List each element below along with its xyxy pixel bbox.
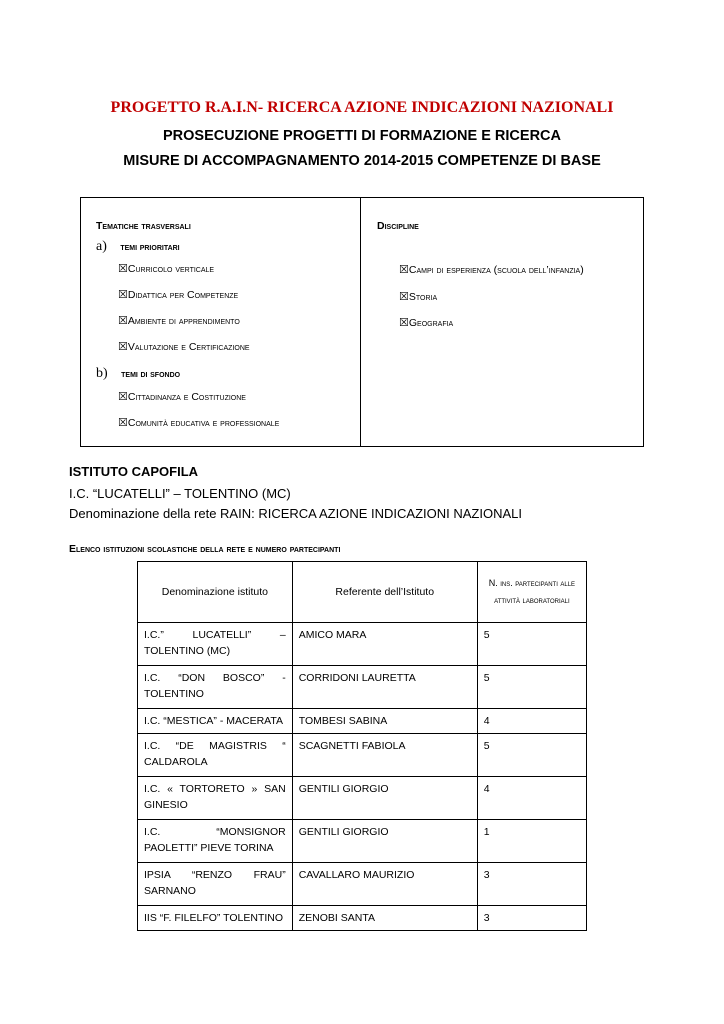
table-row [138, 623, 587, 666]
cell-institute: I.C. “DON BOSCO” - TOLENTINO [138, 666, 293, 709]
page-title: PROGETTO R.A.I.N- RICERCA AZIONE INDICAZIONI NAZIONALI [110, 99, 614, 116]
theme-item-comunita: ☒Comunità educativa e professionale [118, 417, 280, 429]
cell-institute: I.C. « TORTORETO » SAN GINESIO [138, 777, 293, 820]
subtitle-1: PROSECUZIONE PROGETTI DI FORMAZIONE E RICERCA [163, 128, 561, 144]
table-row [138, 734, 587, 777]
subtitle-2: MISURE DI ACCOMPAGNAMENTO 2014-2015 COMPETENZE DI BASE [123, 153, 601, 169]
table-header-row [138, 562, 587, 623]
table-row [138, 777, 587, 820]
checked-box-icon: ☒ [399, 317, 409, 329]
cell-referent: SCAGNETTI FABIOLA [292, 734, 477, 777]
cell-participants: 3 [477, 906, 586, 931]
table-row [138, 709, 587, 734]
cell-institute: I.C. “MONSIGNOR PAOLETTI” PIEVE TORINA [138, 820, 293, 863]
theme-item-cittadinanza: ☒Cittadinanza e Costituzione [118, 391, 246, 403]
checked-box-icon: ☒ [118, 289, 128, 301]
checked-box-icon: ☒ [118, 417, 128, 429]
group-b-letter: b) [96, 366, 108, 381]
theme-item-curricolo: ☒Curricolo verticale [118, 263, 215, 275]
cell-referent: CORRIDONI LAURETTA [292, 666, 477, 709]
cell-referent: GENTILI GIORGIO [292, 820, 477, 863]
cell-participants: 5 [477, 666, 586, 709]
theme-item-valutazione: ☒Valutazione e Certificazione [118, 341, 250, 353]
right-column-heading: Discipline [377, 220, 419, 232]
cell-participants: 4 [477, 777, 586, 820]
cell-referent: GENTILI GIORGIO [292, 777, 477, 820]
institutions-table [137, 561, 587, 931]
discipline-storia: ☒Storia [399, 291, 438, 303]
col-header-referente: Referente dell’Istituto [292, 562, 477, 623]
cell-participants: 4 [477, 709, 586, 734]
cell-participants: 3 [477, 863, 586, 906]
checked-box-icon: ☒ [399, 264, 409, 276]
table-row [138, 820, 587, 863]
cell-institute: I.C. “DE MAGISTRIS “ CALDAROLA [138, 734, 293, 777]
group-a-label: temi prioritari [120, 242, 180, 253]
group-a-letter: a) [96, 239, 107, 254]
checked-box-icon: ☒ [118, 341, 128, 353]
cell-institute: I.C.” LUCATELLI” – TOLENTINO (MC) [138, 623, 293, 666]
cell-referent: AMICO MARA [292, 623, 477, 666]
group-b-label: temi di sfondo [121, 369, 181, 380]
cell-participants: 5 [477, 623, 586, 666]
cell-participants: 1 [477, 820, 586, 863]
network-name: Denominazione della rete RAIN: RICERCA AZIONE INDICAZIONI NAZIONALI [69, 506, 522, 521]
capofila-heading: ISTITUTO CAPOFILA [69, 464, 199, 479]
checked-box-icon: ☒ [399, 291, 409, 303]
table-row [138, 666, 587, 709]
theme-item-ambiente: ☒Ambiente di apprendimento [118, 315, 240, 327]
group-a-heading [96, 237, 180, 255]
discipline-geografia: ☒Geografia [399, 317, 454, 329]
left-column-heading: Tematiche trasversali [96, 220, 191, 232]
list-heading: Elenco istituzioni scolastiche della rete e numero partecipanti [69, 543, 341, 555]
checked-box-icon: ☒ [118, 315, 128, 327]
cell-referent: TOMBESI SABINA [292, 709, 477, 734]
themes-box [80, 197, 644, 447]
col-header-denominazione: Denominazione istituto [138, 562, 293, 623]
capofila-name: I.C. “LUCATELLI” – TOLENTINO (MC) [69, 486, 291, 501]
checked-box-icon: ☒ [118, 263, 128, 275]
group-b-heading [96, 364, 180, 382]
cell-participants: 5 [477, 734, 586, 777]
cell-referent: CAVALLARO MAURIZIO [292, 863, 477, 906]
cell-institute: IIS “F. FILELFO” TOLENTINO [138, 906, 293, 931]
checked-box-icon: ☒ [118, 391, 128, 403]
cell-institute: IPSIA “RENZO FRAU” SARNANO [138, 863, 293, 906]
cell-institute: I.C. “MESTICA” - MACERATA [138, 709, 293, 734]
table-row [138, 863, 587, 906]
table-row [138, 906, 587, 931]
col-header-partecipanti: N. ins. partecipanti alle attività laboratoriali [477, 562, 586, 623]
discipline-campi: ☒Campi di esperienza (scuola dell’infanzia) [399, 264, 584, 276]
cell-referent: ZENOBI SANTA [292, 906, 477, 931]
column-divider [360, 198, 361, 446]
theme-item-didattica: ☒Didattica per Competenze [118, 289, 239, 301]
